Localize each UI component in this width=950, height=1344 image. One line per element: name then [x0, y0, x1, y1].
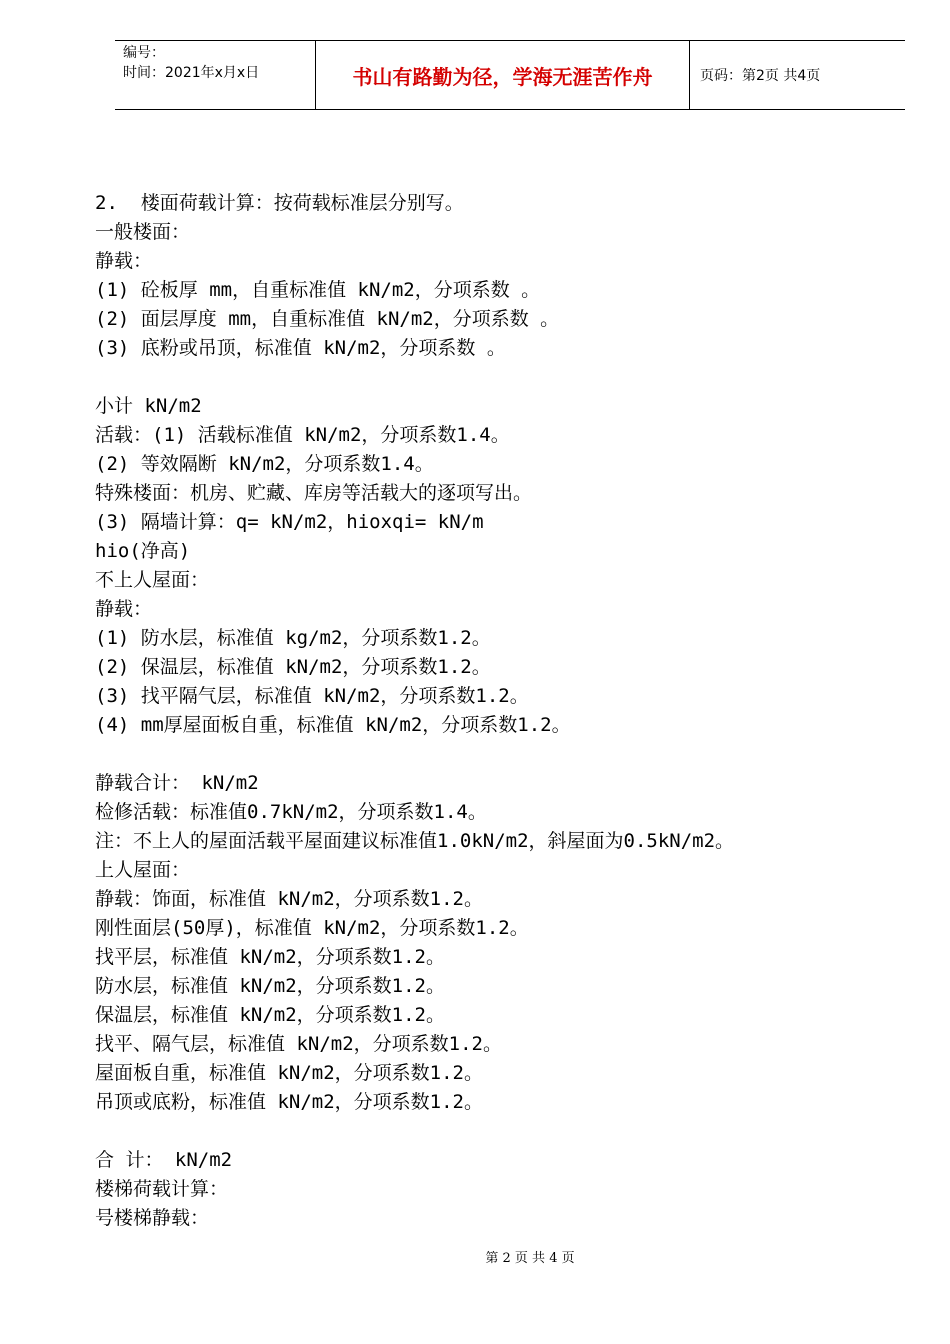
text-line: (2) 面层厚度 mm，自重标准值 kN/m2，分项系数 。 — [95, 308, 560, 330]
text-line: (2) 等效隔断 kN/m2，分项系数1.4。 — [95, 453, 434, 475]
text-line: 注：不上人的屋面活载平屋面建议标准值1.0kN/m2，斜屋面为0.5kN/m2。 — [95, 830, 735, 852]
text-line: 屋面板自重，标准值 kN/m2，分项系数1.2。 — [95, 1062, 483, 1084]
text-line: (4) mm厚屋面板自重，标准值 kN/m2，分项系数1.2。 — [95, 714, 571, 736]
text-line: 找平层，标准值 kN/m2，分项系数1.2。 — [95, 946, 445, 968]
header-motto-cell — [316, 41, 690, 109]
text-line: 合 计： kN/m2 — [95, 1149, 233, 1171]
header-page-info: 页码：第2页 共4页 — [700, 68, 821, 84]
text-line: (2) 保温层，标准值 kN/m2，分项系数1.2。 — [95, 656, 491, 678]
text-line: 静载： — [95, 250, 153, 272]
text-line: 保温层，标准值 kN/m2，分项系数1.2。 — [95, 1004, 445, 1026]
page-footer: 第 2 页 共 4 页 — [485, 1251, 575, 1266]
header-date: 时间：2021年x月x日 — [123, 65, 260, 81]
text-line: (1) 防水层，标准值 kg/m2，分项系数1.2。 — [95, 627, 491, 649]
header-meta — [115, 41, 316, 109]
text-line: (1) 砼板厚 mm，自重标准值 kN/m2，分项系数 。 — [95, 279, 541, 301]
text-line: 不上人屋面： — [95, 569, 210, 591]
blank-line — [95, 363, 915, 392]
text-line: 防水层，标准值 kN/m2，分项系数1.2。 — [95, 975, 445, 997]
text-line: 号楼梯静载： — [95, 1207, 210, 1229]
header-page-info-cell — [690, 41, 905, 109]
text-line: 静载： — [95, 598, 153, 620]
text-line: 吊顶或底粉，标准值 kN/m2，分项系数1.2。 — [95, 1091, 483, 1113]
text-line: (3) 底粉或吊顶，标准值 kN/m2，分项系数 。 — [95, 337, 506, 359]
text-line: 刚性面层(50厚)，标准值 kN/m2，分项系数1.2。 — [95, 917, 529, 939]
blank-line — [95, 1117, 915, 1146]
text-line: 上人屋面： — [95, 859, 191, 881]
text-line: 找平、隔气层，标准值 kN/m2，分项系数1.2。 — [95, 1033, 502, 1055]
header-motto: 书山有路勤为径，学海无涯苦作舟 — [352, 64, 653, 89]
text-line: 小计 kN/m2 — [95, 395, 202, 417]
text-line: 一般楼面： — [95, 221, 191, 243]
page-header — [115, 40, 905, 110]
text-line: hio(净高) — [95, 540, 191, 562]
text-line: (3) 找平隔气层，标准值 kN/m2，分项系数1.2。 — [95, 685, 529, 707]
text-line: 检修活载：标准值0.7kN/m2，分项系数1.4。 — [95, 801, 487, 823]
text-line: 静载合计： kN/m2 — [95, 772, 259, 794]
text-line: 活载：(1) 活载标准值 kN/m2，分项系数1.4。 — [95, 424, 510, 446]
blank-line — [95, 740, 915, 769]
text-line: 楼梯荷载计算： — [95, 1178, 229, 1200]
text-line: 2. 楼面荷载计算：按荷载标准层分别写。 — [95, 192, 464, 214]
document-body — [95, 189, 915, 1233]
text-line: 特殊楼面：机房、贮藏、库房等活载大的逐项写出。 — [95, 482, 533, 504]
header-number-label: 编号： — [123, 45, 165, 61]
text-line: 静载：饰面，标准值 kN/m2，分项系数1.2。 — [95, 888, 483, 910]
text-line: (3) 隔墙计算：q= kN/m2，hioxqi= kN/m — [95, 511, 484, 533]
